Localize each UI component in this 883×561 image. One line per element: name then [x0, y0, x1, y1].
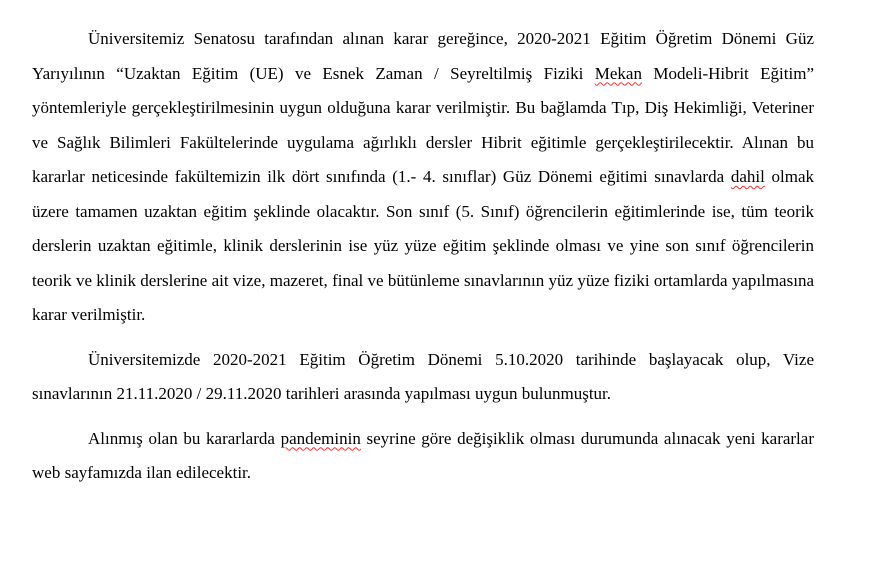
- text-segment: olmak üzere tamamen uzaktan eğitim şeklinde olacaktır. Son sınıf (5. Sınıf) öğrencilerin eğitimlerinde ise, tüm teorik derslerin uzaktan eğitimle, klinik derslerinin ise yüz yüze eğitim şeklinde olması ve yine son sınıf öğrencilerin teorik ve klinik derslerine ait vize, mazeret, final ve bütünleme sınavlarının yüz yüze fiziki ortamlarda yapılmasına karar verilmiştir.: [32, 167, 814, 324]
- text-segment: Alınmış olan bu kararlarda: [88, 428, 281, 448]
- text-segment: Üniversitemizde 2020-2021 Eğitim Öğretim Dönemi 5.10.2020 tarihinde başlayacak olup, Vize sınavlarının 21.11.2020 / 29.11.2020 tarihleri arasında yapılması uygun bulunmuştur.: [32, 349, 814, 403]
- text-segment: Modeli-Hibrit Eğitim” yöntemleriyle gerçekleştirilmesinin uygun olduğuna karar verilmiştir. Bu bağlamda Tıp, Diş Hekimliği, Veteriner ve Sağlık Bilimleri Fakültelerinde uygulama ağırlıklı dersler Hibrit eğitimle gerçekleştirilecektir. Alınan bu kararlar neticesinde fakültemizin ilk dört sınıfında (1.- 4. sınıflar) Güz Dönemi eğitimi sınavlarda: [32, 63, 814, 186]
- text-segment: Üniversitemiz Senatosu tarafından alınan karar gereğince, 2020-2021 Eğitim Öğretim Dönemi Güz Yarıyılının “Uzaktan Eğitim (UE) ve Esnek Zaman / Seyreltilmiş Fiziki: [32, 29, 814, 83]
- spellcheck-flagged-word[interactable]: dahil: [730, 167, 765, 186]
- spellcheck-flagged-word[interactable]: Mekan: [594, 63, 642, 83]
- text-segment: seyrine göre değişiklik olması durumunda alınacak yeni kararlar web sayfamızda ilan edilecektir.: [32, 428, 814, 482]
- paragraph-senate-decision[interactable]: [32, 22, 814, 333]
- document-body[interactable]: [32, 22, 814, 491]
- spellcheck-flagged-word[interactable]: pandeminin: [280, 428, 361, 448]
- paragraph-term-dates[interactable]: [32, 343, 814, 412]
- paragraph-future-decisions[interactable]: [32, 422, 814, 491]
